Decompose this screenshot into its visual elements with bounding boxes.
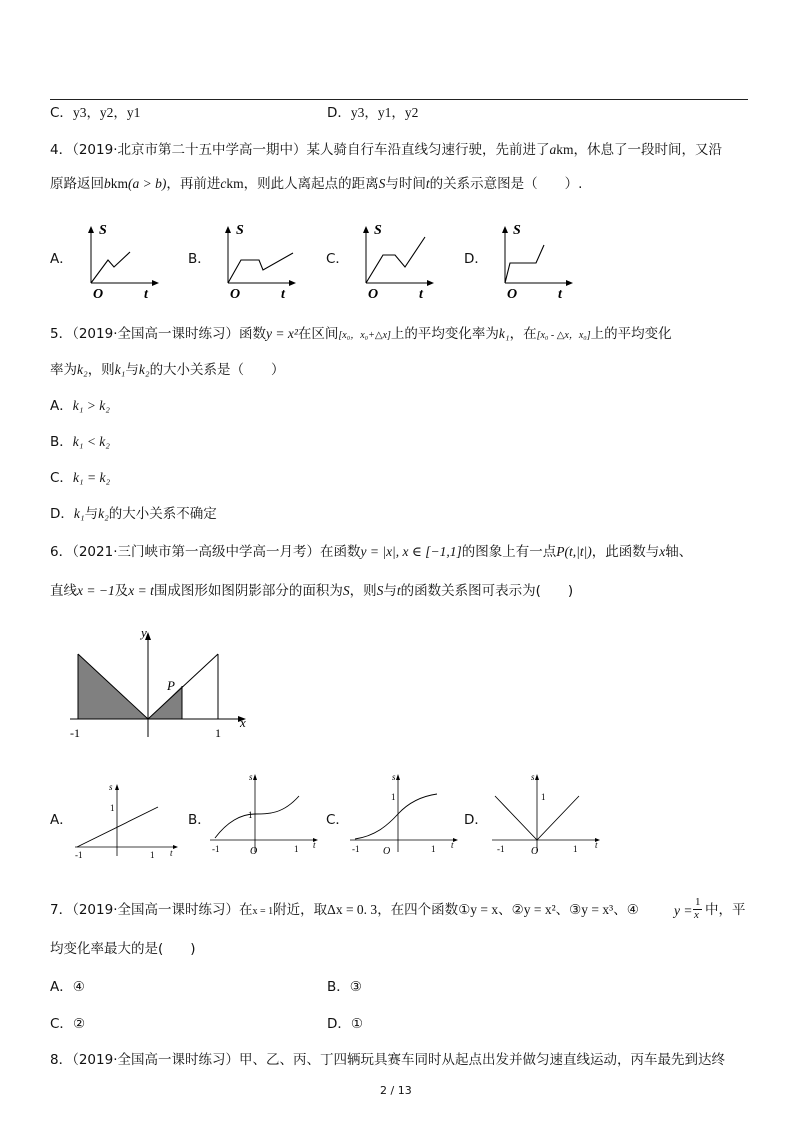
q5-line1 <box>50 325 672 345</box>
x-arrow-icon <box>173 845 178 849</box>
tick-1: 1 <box>294 844 299 854</box>
q4-graph-d <box>492 215 582 300</box>
q6-point: P(t,|t|) <box>556 544 592 559</box>
option-text: ② <box>72 1016 86 1032</box>
q7-line1 <box>50 901 639 921</box>
q5-k1: k₁ <box>498 326 510 341</box>
q7-option-d <box>327 1015 363 1033</box>
q4-text: ，则此人离起点的距离 <box>243 176 379 192</box>
header-rule <box>50 99 748 100</box>
origin-label: O <box>507 287 518 300</box>
q4-text: ，再前进 <box>166 176 221 192</box>
option-letter: D． <box>50 506 74 522</box>
y-arrow-icon <box>396 774 400 780</box>
q7-f4-lhs: y = <box>674 903 693 918</box>
q5-text: 函数 <box>239 326 266 342</box>
q6-var-s: S <box>376 583 384 598</box>
q5-text: 在区间 <box>297 326 339 342</box>
q6-graph-a <box>70 780 185 860</box>
q4-var-a: a <box>549 142 557 157</box>
axis-label-t: t <box>281 287 285 300</box>
option-text: k₁ < k₂ <box>72 434 110 449</box>
origin-label: O <box>368 287 379 300</box>
q5-interval-2: [x₀ - △x，x₀] <box>536 330 591 341</box>
x-arrow-icon <box>289 280 296 286</box>
q5-interval-1: [x₀，x₀+△x] <box>338 330 391 341</box>
option-text: ③ <box>349 979 362 995</box>
q7-number: 7． <box>50 902 73 918</box>
point-p-label: P <box>167 678 175 693</box>
q6-option-c-label: C． <box>326 812 349 828</box>
tick-1: 1 <box>215 726 221 740</box>
tick-1: 1 <box>431 844 436 854</box>
q6-text: 轴、 <box>665 544 693 560</box>
q8-text: 甲、乙、丙、丁四辆玩具赛车同时从起点出发并做匀速直线运动，丙车最先到达终 <box>239 1052 725 1068</box>
q5-option-c <box>50 469 110 487</box>
q5-text: ，在 <box>509 326 537 342</box>
origin-label: O <box>383 846 391 857</box>
q7-line2: 均变化率最大的是( ) <box>50 941 196 957</box>
q4-var-s: S <box>378 176 386 191</box>
origin-label: O <box>531 846 539 857</box>
q4-unit: km <box>110 176 129 191</box>
q4-var-b: b <box>104 176 111 191</box>
t-label: t <box>313 840 316 850</box>
q7-separator: 、 <box>613 902 627 918</box>
s-label: s <box>249 772 253 782</box>
x-arrow-icon <box>427 280 434 286</box>
tick-neg1: -1 <box>75 850 83 860</box>
q6-function: y = |x|, x ∈ [−1,1] <box>360 544 462 559</box>
option-k1: k₁ <box>73 506 85 521</box>
tick-neg1: -1 <box>497 844 505 854</box>
q6-text: 围成图形如图阴影部分的面积为 <box>153 583 343 599</box>
option-text: ④ <box>72 979 85 995</box>
curve <box>355 794 437 839</box>
q4-line2 <box>50 175 582 193</box>
q7-source: （2019·全国高一课时练习） <box>72 902 239 918</box>
q6-text: ，则 <box>349 583 377 599</box>
q7-delta-x: Δx = 0. 3 <box>327 902 378 917</box>
q6-option-b-label: B． <box>188 812 211 828</box>
x-arrow-icon <box>152 280 159 286</box>
option-text: k₁ = k₂ <box>72 470 111 485</box>
tick-1: 1 <box>110 803 115 813</box>
q6-var-x: x <box>659 544 666 559</box>
q3-option-d-letter: D． <box>327 105 351 121</box>
q4-number: 4． <box>50 142 73 158</box>
q7-option-c <box>50 1015 85 1033</box>
q6-graph-d <box>487 770 607 860</box>
q4-text: 原路返回 <box>50 176 104 192</box>
x-arrow-icon <box>566 280 573 286</box>
q6-graph-c <box>345 770 465 860</box>
q6-var-s: S <box>342 583 350 598</box>
q3-option-d <box>327 104 418 122</box>
q7-near-value: x = 1 <box>252 906 274 917</box>
q7-option-b <box>327 978 362 996</box>
q6-option-d-label: D． <box>464 812 488 828</box>
q3-option-c-letter: C． <box>50 105 73 121</box>
q5-source: （2019·全国高一课时练习） <box>72 326 239 342</box>
axis-label-t: t <box>144 287 148 300</box>
tick-1: 1 <box>573 844 578 854</box>
q5-option-d <box>50 505 217 523</box>
axis-label-s: S <box>99 223 107 238</box>
q5-number: 5． <box>50 326 73 342</box>
q7-text: ，在四个函数 <box>377 902 459 918</box>
q4-option-a-label: A． <box>50 251 73 267</box>
q7-f4-numerator: 1 <box>695 896 701 908</box>
q7-line1-end: 中，平 <box>705 902 746 918</box>
tick-neg1: -1 <box>70 726 80 740</box>
option-letter: C． <box>50 1016 73 1032</box>
q4-text: ，休息了一段时间，又沿 <box>573 142 723 158</box>
curve <box>505 245 544 283</box>
q4-line1 <box>50 141 722 159</box>
tick-1: 1 <box>150 850 155 860</box>
q3-option-d-text: y3，y1，y2 <box>350 105 419 120</box>
s-label: s <box>531 772 535 782</box>
q4-unit: km <box>226 176 244 191</box>
x-label: x <box>240 715 246 730</box>
curve <box>228 253 293 283</box>
q5-option-a <box>50 397 110 415</box>
curve <box>366 237 425 283</box>
q5-function: y = x² <box>266 326 298 341</box>
option-k2: k₂ <box>98 506 109 521</box>
q7-separator: 、 <box>555 902 570 918</box>
q5-k1: k₁ <box>114 362 126 377</box>
page-number: 2 / 13 <box>380 1084 412 1097</box>
curve <box>91 252 130 283</box>
t-label: t <box>451 840 454 850</box>
q4-text: 与时间 <box>385 176 426 192</box>
q7-function-1: ①y = x <box>458 902 499 917</box>
q8-line1 <box>50 1051 725 1069</box>
q8-source: （2019·全国高一课时练习） <box>72 1052 239 1068</box>
axis-label-t: t <box>558 287 562 300</box>
tick-1: 1 <box>391 792 396 802</box>
origin-label: O <box>250 846 258 857</box>
q4-source: （2019·北京市第二十五中学高一期中） <box>72 142 307 158</box>
q4-text: 的关系示意图是（ ）. <box>429 176 583 192</box>
q4-graph-c <box>353 215 443 300</box>
q7-function-2: ②y = x² <box>511 902 556 917</box>
q4-option-c-label: C． <box>326 251 349 267</box>
q8-number: 8． <box>50 1052 73 1068</box>
q4-option-d-label: D． <box>464 251 488 267</box>
option-letter: C． <box>50 470 73 486</box>
q5-text: 与 <box>125 362 139 378</box>
q6-graph-b <box>205 770 325 860</box>
tick-1: 1 <box>541 792 546 802</box>
option-letter: D． <box>327 1016 351 1032</box>
q5-text: 的大小关系是（ ） <box>149 362 285 378</box>
q6-number: 6． <box>50 544 73 560</box>
q6-text: ，此函数与 <box>591 544 660 560</box>
option-letter: A． <box>50 979 73 995</box>
tick-neg1: -1 <box>212 844 220 854</box>
option-letter: B． <box>50 434 73 450</box>
q7-text: 在 <box>239 902 253 918</box>
q6-line-eq-1: x = −1 <box>77 583 115 598</box>
q6-text: 及 <box>114 583 129 599</box>
option-text: 的大小关系不确定 <box>108 506 217 522</box>
q6-option-a-label: A． <box>50 812 73 828</box>
y-arrow-icon <box>363 226 369 233</box>
q6-text: 与 <box>383 583 397 599</box>
option-text: k₁ > k₂ <box>72 398 110 413</box>
q7-text: 附近，取 <box>273 902 328 918</box>
tick-neg1: -1 <box>352 844 360 854</box>
y-arrow-icon <box>253 774 257 780</box>
q6-source: （2021·三门峡市第一高级中学高一月考） <box>72 544 320 560</box>
option-text: 与 <box>84 506 99 522</box>
q4-var-c: c <box>220 176 227 191</box>
q7-separator: 、 <box>498 902 512 918</box>
q5-text: 率为 <box>50 362 77 378</box>
y-arrow-icon <box>535 774 539 780</box>
y-arrow-icon <box>88 226 94 233</box>
q5-k2: k₂ <box>138 362 150 377</box>
right-branch <box>148 654 218 719</box>
q4-option-b-label: B． <box>188 251 211 267</box>
q6-text: 在函数 <box>320 544 361 560</box>
q4-graph-b <box>215 215 305 300</box>
q6-var-t: t <box>396 583 401 598</box>
s-label: s <box>109 782 113 792</box>
q5-text: 上的平均变化率为 <box>390 326 499 342</box>
q5-line2 <box>50 361 285 379</box>
y-arrow-icon <box>115 784 119 790</box>
q5-option-b <box>50 433 110 451</box>
y-label: y <box>141 625 147 640</box>
q4-condition: (a > b) <box>128 176 167 191</box>
origin-label: O <box>230 287 241 300</box>
q7-option-a <box>50 978 85 996</box>
q5-k2: k₂ <box>77 362 88 377</box>
q3-option-c-text: y3，y2，y1 <box>72 105 141 120</box>
y-arrow-icon <box>502 226 508 233</box>
origin-label: O <box>93 287 104 300</box>
q6-line2 <box>50 582 573 600</box>
q6-main-figure <box>60 622 260 747</box>
q6-text: 的图象上有一点 <box>461 544 557 560</box>
t-label: t <box>170 848 173 858</box>
x-arrow-icon <box>453 838 458 842</box>
option-text: ① <box>350 1016 364 1032</box>
q4-var-t: t <box>425 176 430 191</box>
q4-unit: km <box>556 142 574 157</box>
axis-label-s: S <box>236 223 244 238</box>
q4-text: 某人骑自行车沿直线匀速行驶，先前进了 <box>306 142 550 158</box>
axis-label-s: S <box>374 223 382 238</box>
q7-function-3: ③y = x³ <box>569 902 614 917</box>
y-arrow-icon <box>225 226 231 233</box>
q5-text: 上的平均变化 <box>590 326 672 342</box>
curve <box>77 807 158 847</box>
q5-text: ，则 <box>87 362 115 378</box>
q7-function-4-marker: ④ <box>626 902 639 918</box>
curve <box>215 796 299 838</box>
axis-label-s: S <box>513 223 521 238</box>
t-label: t <box>595 840 598 850</box>
q6-text: 的函数关系图可表示为( ) <box>400 583 574 599</box>
q6-line-eq-2: x = t <box>128 583 154 598</box>
q6-text: 直线 <box>50 583 77 599</box>
option-letter: A． <box>50 398 73 414</box>
tick-1: 1 <box>248 810 253 820</box>
q3-option-c <box>50 104 140 122</box>
option-letter: B． <box>327 979 350 995</box>
q7-f4-denominator: x <box>694 909 699 921</box>
q6-line1 <box>50 543 692 561</box>
s-label: s <box>392 772 396 782</box>
q4-graph-a <box>78 215 168 300</box>
axis-label-t: t <box>419 287 423 300</box>
